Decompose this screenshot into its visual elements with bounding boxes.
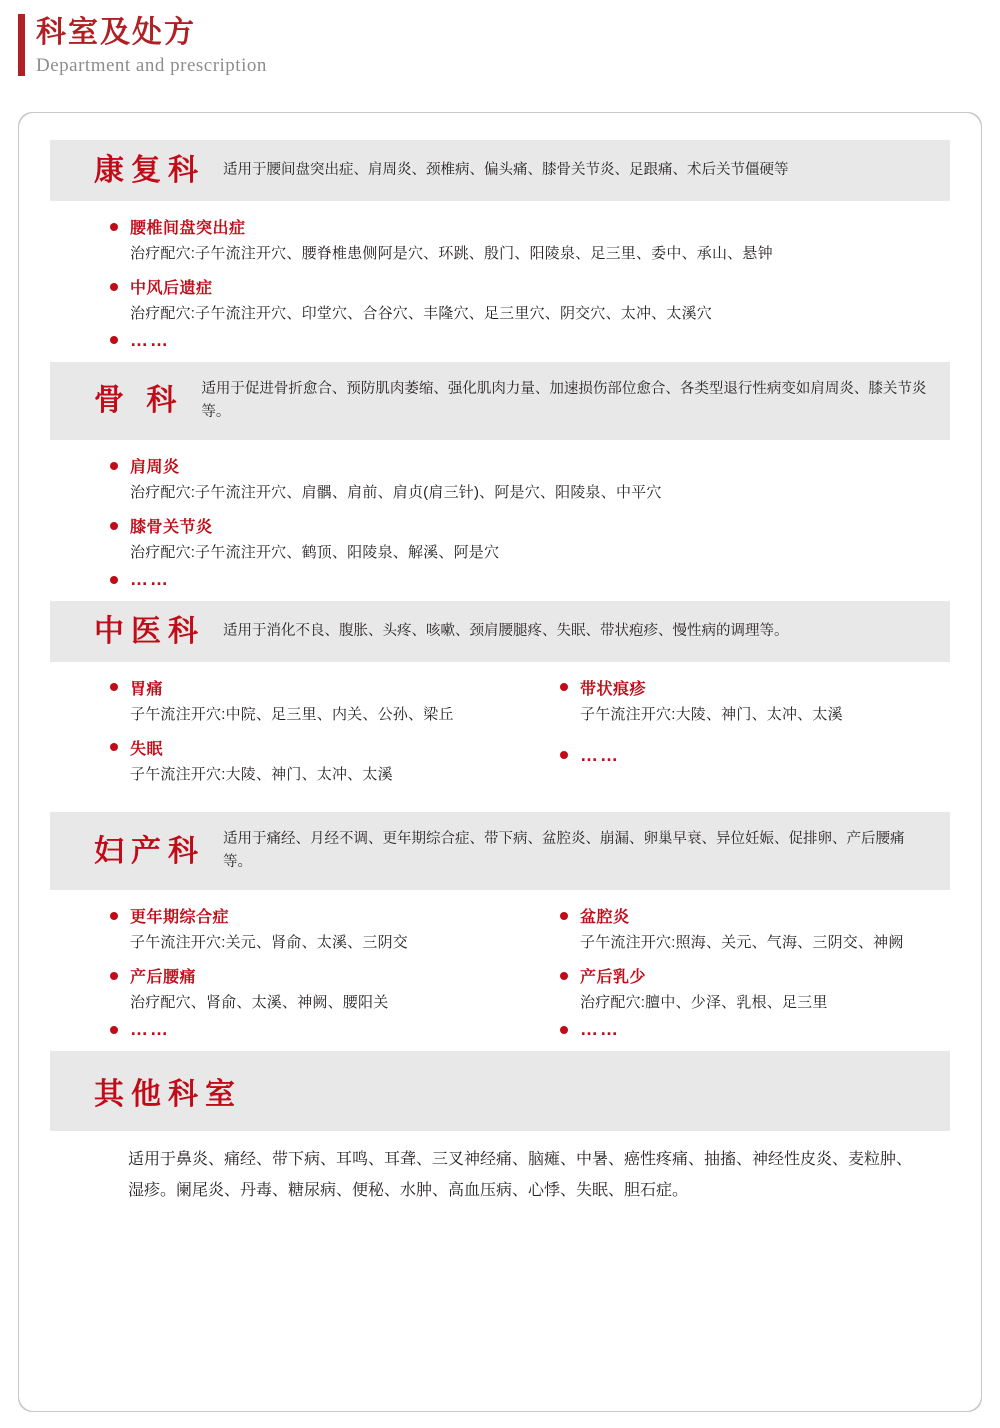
bullet-icon xyxy=(560,912,568,920)
condition-title-row xyxy=(560,964,950,987)
condition-detail: 治疗配穴、肾俞、太溪、神阙、腰阳关 xyxy=(130,994,389,1012)
department-body xyxy=(50,201,950,356)
bullet-icon xyxy=(110,336,118,344)
list-item-more xyxy=(110,330,950,350)
condition-title-row xyxy=(110,215,950,238)
department-name: 妇产科 xyxy=(94,834,205,868)
list-item xyxy=(110,964,530,1012)
list-item xyxy=(560,904,950,952)
list-item-more xyxy=(560,1019,950,1040)
header-accent-bar xyxy=(18,14,25,76)
condition-detail: 治疗配穴:子午流注开穴、腰脊椎患侧阿是穴、环跳、殷门、阳陵泉、足三里、委中、承山、悬钟 xyxy=(130,245,773,262)
condition-detail: 子午流注开穴:照海、关元、气海、三阴交、神阙 xyxy=(580,934,904,952)
condition-detail: 治疗配穴:子午流注开穴、鹤顶、阳陵泉、解溪、阿是穴 xyxy=(130,544,500,562)
list-item-more xyxy=(110,1019,530,1040)
list-item xyxy=(110,904,530,952)
department-header xyxy=(50,601,950,662)
frame-corner-top-right xyxy=(965,112,982,129)
list-item xyxy=(110,736,530,784)
condition-title-row xyxy=(110,514,950,537)
page-header xyxy=(0,0,1000,83)
condition-name: 腰椎间盘突出症 xyxy=(130,220,246,237)
bullet-icon xyxy=(560,751,568,759)
list-item xyxy=(560,964,950,1012)
bullet-icon xyxy=(110,912,118,920)
ellipsis-label: …… xyxy=(580,1019,620,1040)
list-item-more xyxy=(560,744,950,765)
ellipsis-label: …… xyxy=(130,330,170,350)
department-name: 其他科室 xyxy=(94,1078,242,1112)
ellipsis-label: …… xyxy=(580,744,620,765)
department-name: 骨 科 xyxy=(94,384,184,418)
department-column-left xyxy=(110,676,530,796)
condition-name: 产后乳少 xyxy=(580,969,647,987)
condition-name: 膝骨关节炎 xyxy=(130,519,213,537)
condition-name: 中风后遗症 xyxy=(130,280,213,297)
condition-detail: 子午流注开穴:大陵、神门、太冲、太溪 xyxy=(130,765,393,783)
page-subtitle: Department and prescription xyxy=(36,54,267,76)
condition-detail: 治疗配穴:子午流注开穴、肩髃、肩前、肩贞(肩三针)、阿是穴、阳陵泉、中平穴 xyxy=(130,484,662,502)
bullet-icon xyxy=(110,1026,118,1034)
page-title: 科室及处方 xyxy=(36,16,196,49)
department-header xyxy=(50,140,950,201)
department-body xyxy=(50,662,950,806)
department-name: 中医科 xyxy=(94,614,205,648)
condition-title-row xyxy=(110,454,950,477)
ellipsis-label: …… xyxy=(130,569,170,590)
condition-name: 产后腰痛 xyxy=(130,969,197,987)
condition-title-row xyxy=(110,904,530,927)
department-column-left xyxy=(110,904,530,1040)
condition-title-row xyxy=(560,904,950,927)
ellipsis-label: …… xyxy=(130,1019,170,1040)
frame-corner-bottom-right xyxy=(965,1395,982,1412)
bullet-icon xyxy=(110,283,118,291)
condition-detail: 治疗配穴:子午流注开穴、印堂穴、合谷穴、丰隆穴、足三里穴、阴交穴、太冲、太溪穴 xyxy=(130,305,712,322)
department-list xyxy=(50,140,950,1212)
department-description: 适用于痛经、月经不调、更年期综合症、带下病、盆腔炎、崩漏、卵巢早衰、异位妊娠、促排卵、产后腰痛等。 xyxy=(223,830,905,871)
condition-detail: 子午流注开穴:关元、肾俞、太溪、三阴交 xyxy=(130,934,408,952)
condition-title-row xyxy=(110,736,530,759)
bullet-icon xyxy=(560,1026,568,1034)
condition-name: 失眠 xyxy=(130,740,164,758)
bullet-icon xyxy=(110,743,118,751)
department-section-tcm xyxy=(50,601,950,806)
condition-name: 更年期综合症 xyxy=(130,909,230,927)
condition-name: 盆腔炎 xyxy=(580,909,630,927)
condition-title-row xyxy=(110,964,530,987)
condition-title-row xyxy=(110,676,530,699)
frame-corner-bottom-left xyxy=(18,1395,35,1412)
bullet-icon xyxy=(110,683,118,691)
department-section-other xyxy=(50,1051,950,1206)
condition-detail: 子午流注开穴:中院、足三里、内关、公孙、梁丘 xyxy=(130,705,454,723)
department-name: 康复科 xyxy=(94,154,205,187)
department-description: 适用于消化不良、腹胀、头疼、咳嗽、颈肩腰腿疼、失眠、带状疱疹、慢性病的调理等。 xyxy=(223,622,789,639)
department-header xyxy=(50,1051,950,1131)
department-section-rehabilitation xyxy=(50,140,950,356)
department-section-orthopedics xyxy=(50,362,950,595)
department-body xyxy=(50,440,950,595)
condition-detail: 治疗配穴:膻中、少泽、乳根、足三里 xyxy=(580,994,828,1012)
bullet-icon xyxy=(110,223,118,231)
list-item xyxy=(560,676,950,724)
bullet-icon xyxy=(560,683,568,691)
department-description: 适用于促进骨折愈合、预防肌肉萎缩、强化肌肉力量、加速损伤部位愈合、各类型退行性病变如肩周炎、膝关节炎等。 xyxy=(201,380,927,420)
list-item xyxy=(110,275,950,323)
condition-detail: 子午流注开穴:大陵、神门、太冲、太溪 xyxy=(580,705,843,723)
department-header xyxy=(50,812,950,890)
frame-corner-top-left xyxy=(18,112,35,129)
department-header xyxy=(50,362,950,440)
list-item xyxy=(110,215,950,263)
bullet-icon xyxy=(110,522,118,530)
list-item xyxy=(110,676,530,724)
condition-title-row xyxy=(110,275,950,298)
department-section-obgyn xyxy=(50,812,950,1045)
condition-name: 胃痛 xyxy=(130,680,164,698)
condition-name: 肩周炎 xyxy=(130,459,180,477)
bullet-icon xyxy=(110,462,118,470)
list-item-more xyxy=(110,569,950,590)
condition-title-row xyxy=(560,676,950,699)
department-body xyxy=(50,890,950,1045)
bullet-icon xyxy=(110,576,118,584)
condition-name: 带状痕疹 xyxy=(580,680,647,698)
bullet-icon xyxy=(110,972,118,980)
department-column-right xyxy=(530,676,950,796)
list-item xyxy=(110,514,950,562)
department-description: 适用于鼻炎、痛经、带下病、耳鸣、耳聋、三叉神经痛、脑瘫、中暑、癌性疼痛、抽搐、神经性皮炎、麦粒肿、湿疹。阑尾炎、丹毒、糖尿病、便秘、水肿、高血压病、心悸、失眠、胆石症。 xyxy=(128,1151,913,1199)
bullet-icon xyxy=(560,972,568,980)
department-description: 适用于腰间盘突出症、肩周炎、颈椎病、偏头痛、膝骨关节炎、足跟痛、术后关节僵硬等 xyxy=(223,161,789,178)
list-item xyxy=(110,454,950,502)
department-column-right xyxy=(530,904,950,1040)
